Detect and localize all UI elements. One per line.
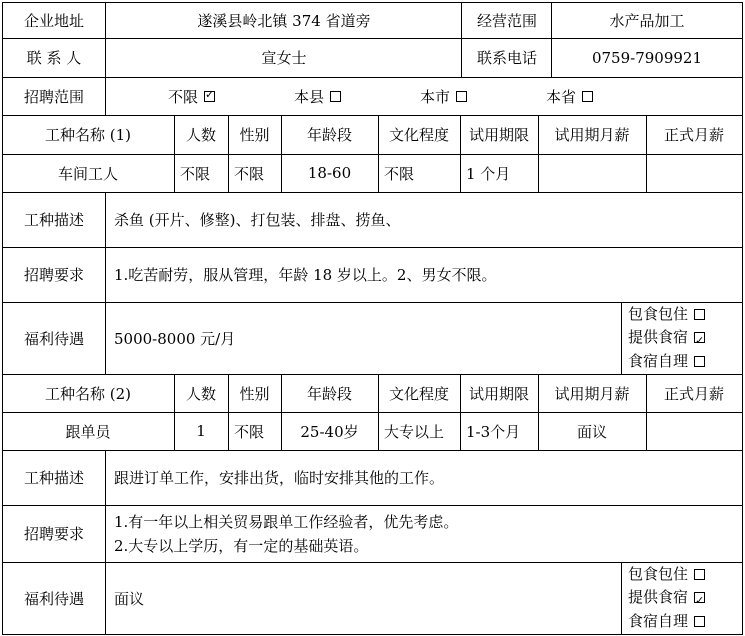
benefit-option-label: 食宿自理 [628,351,689,370]
row-divider [2,450,743,451]
header-age: 年龄段 [306,384,352,403]
col-divider [174,115,175,192]
row-divider [2,77,743,78]
col-divider [105,192,106,374]
req-line: 1.吃苦耐劳，服从管理，年龄 18 岁以上。2、男女不限。 [114,265,497,284]
header-probation: 试用期限 [468,126,529,144]
col-divider [460,374,461,450]
job2-headcount: 1 [196,422,206,440]
job2-probation-salary: 面议 [576,422,607,441]
row-divider [2,247,743,248]
benefit-option-label: 提供食宿 [628,328,689,347]
col-divider [228,115,229,192]
header-headcount: 人数 [185,126,216,144]
col-divider [228,374,229,450]
job2-education: 大专以上 [384,422,445,441]
job1-benefit: 5000-8000 元/月 [114,329,236,348]
job1-age: 18-60 [307,164,352,182]
header-gender: 性别 [239,126,270,144]
col-divider [378,115,379,192]
job2-gender: 不限 [234,422,265,441]
phone-value: 0759-7909921 [591,48,703,67]
req-line: 1.有一年以上相关贸易跟单工作经验者，优先考虑。 [114,512,459,531]
job1-title-label: 工种名称 (1) [44,126,132,144]
address-label: 企业地址 [23,11,84,30]
col-divider [461,2,462,77]
col-divider [105,2,106,115]
job2-title-label: 工种名称 (2) [44,384,132,403]
header-age: 年龄段 [306,126,352,144]
range-option-label: 本省 [546,87,577,106]
row-divider [2,374,743,375]
range-option-label: 本县 [294,87,325,106]
row-divider [2,38,743,39]
row-divider [2,302,743,303]
table-border [2,2,743,635]
col-divider [646,115,647,192]
scope-value: 水产品加工 [609,11,685,30]
benefit-option-label: 提供食宿 [628,588,689,607]
col-divider [378,374,379,450]
job2-name: 跟单员 [65,422,111,441]
job1-desc: 杀鱼 (开片、修整)、打包装、排盘、捞鱼、 [114,211,401,229]
job1-name: 车间工人 [57,164,118,183]
header-education: 文化程度 [388,384,449,403]
col-divider [281,374,282,450]
job2-desc-label: 工种描述 [23,469,84,487]
phone-label: 联系电话 [476,49,537,67]
row-divider [2,115,743,116]
col-divider [646,374,647,450]
col-divider [621,302,622,374]
job1-gender: 不限 [234,164,265,183]
contact-label: 联 系 人 [26,49,82,67]
benefit-option-label: 包食包住 [628,564,689,583]
header-gender: 性别 [239,384,270,403]
row-divider [2,412,743,413]
scope-label: 经营范围 [476,11,537,30]
row-divider [2,505,743,506]
benefit-option-label: 包食包住 [628,304,689,323]
col-divider [538,115,539,192]
job1-probation: 1 个月 [466,164,511,183]
job1-education: 不限 [384,164,415,183]
header-education: 文化程度 [388,126,449,144]
job2-probation: 1-3个月 [466,422,521,441]
header-headcount: 人数 [185,384,216,403]
header-probation-salary: 试用期月薪 [554,384,630,403]
job2-req-label: 招聘要求 [23,525,84,543]
job1-headcount: 不限 [180,164,211,183]
job1-benefit-label: 福利待遇 [23,329,84,348]
address-value: 遂溪县岭北镇 374 省道旁 [197,11,371,30]
header-salary: 正式月薪 [663,126,724,144]
contact-value: 宣女士 [261,49,307,67]
job1-desc-label: 工种描述 [23,211,84,229]
range-option-label: 本市 [420,87,451,106]
col-divider [105,450,106,635]
job2-desc: 跟进订单工作，安排出货，临时安排其他的工作。 [114,469,445,487]
header-salary: 正式月薪 [663,384,724,403]
col-divider [281,115,282,192]
row-divider [2,154,743,155]
col-divider [174,374,175,450]
header-probation: 试用期限 [468,384,529,403]
col-divider [551,2,552,77]
range-label: 招聘范围 [23,87,84,106]
job2-age: 25-40岁 [300,422,359,441]
col-divider [538,374,539,450]
benefit-option-label: 食宿自理 [628,611,689,630]
row-divider [2,192,743,193]
col-divider [621,562,622,635]
header-probation-salary: 试用期月薪 [554,126,630,144]
range-option-label: 不限 [168,87,199,106]
col-divider [460,115,461,192]
job2-benefit-label: 福利待遇 [23,589,84,608]
job1-req-label: 招聘要求 [23,266,84,284]
row-divider [2,562,743,563]
job2-benefit: 面议 [114,589,145,608]
req-line: 2.大专以上学历，有一定的基础英语。 [114,536,369,555]
